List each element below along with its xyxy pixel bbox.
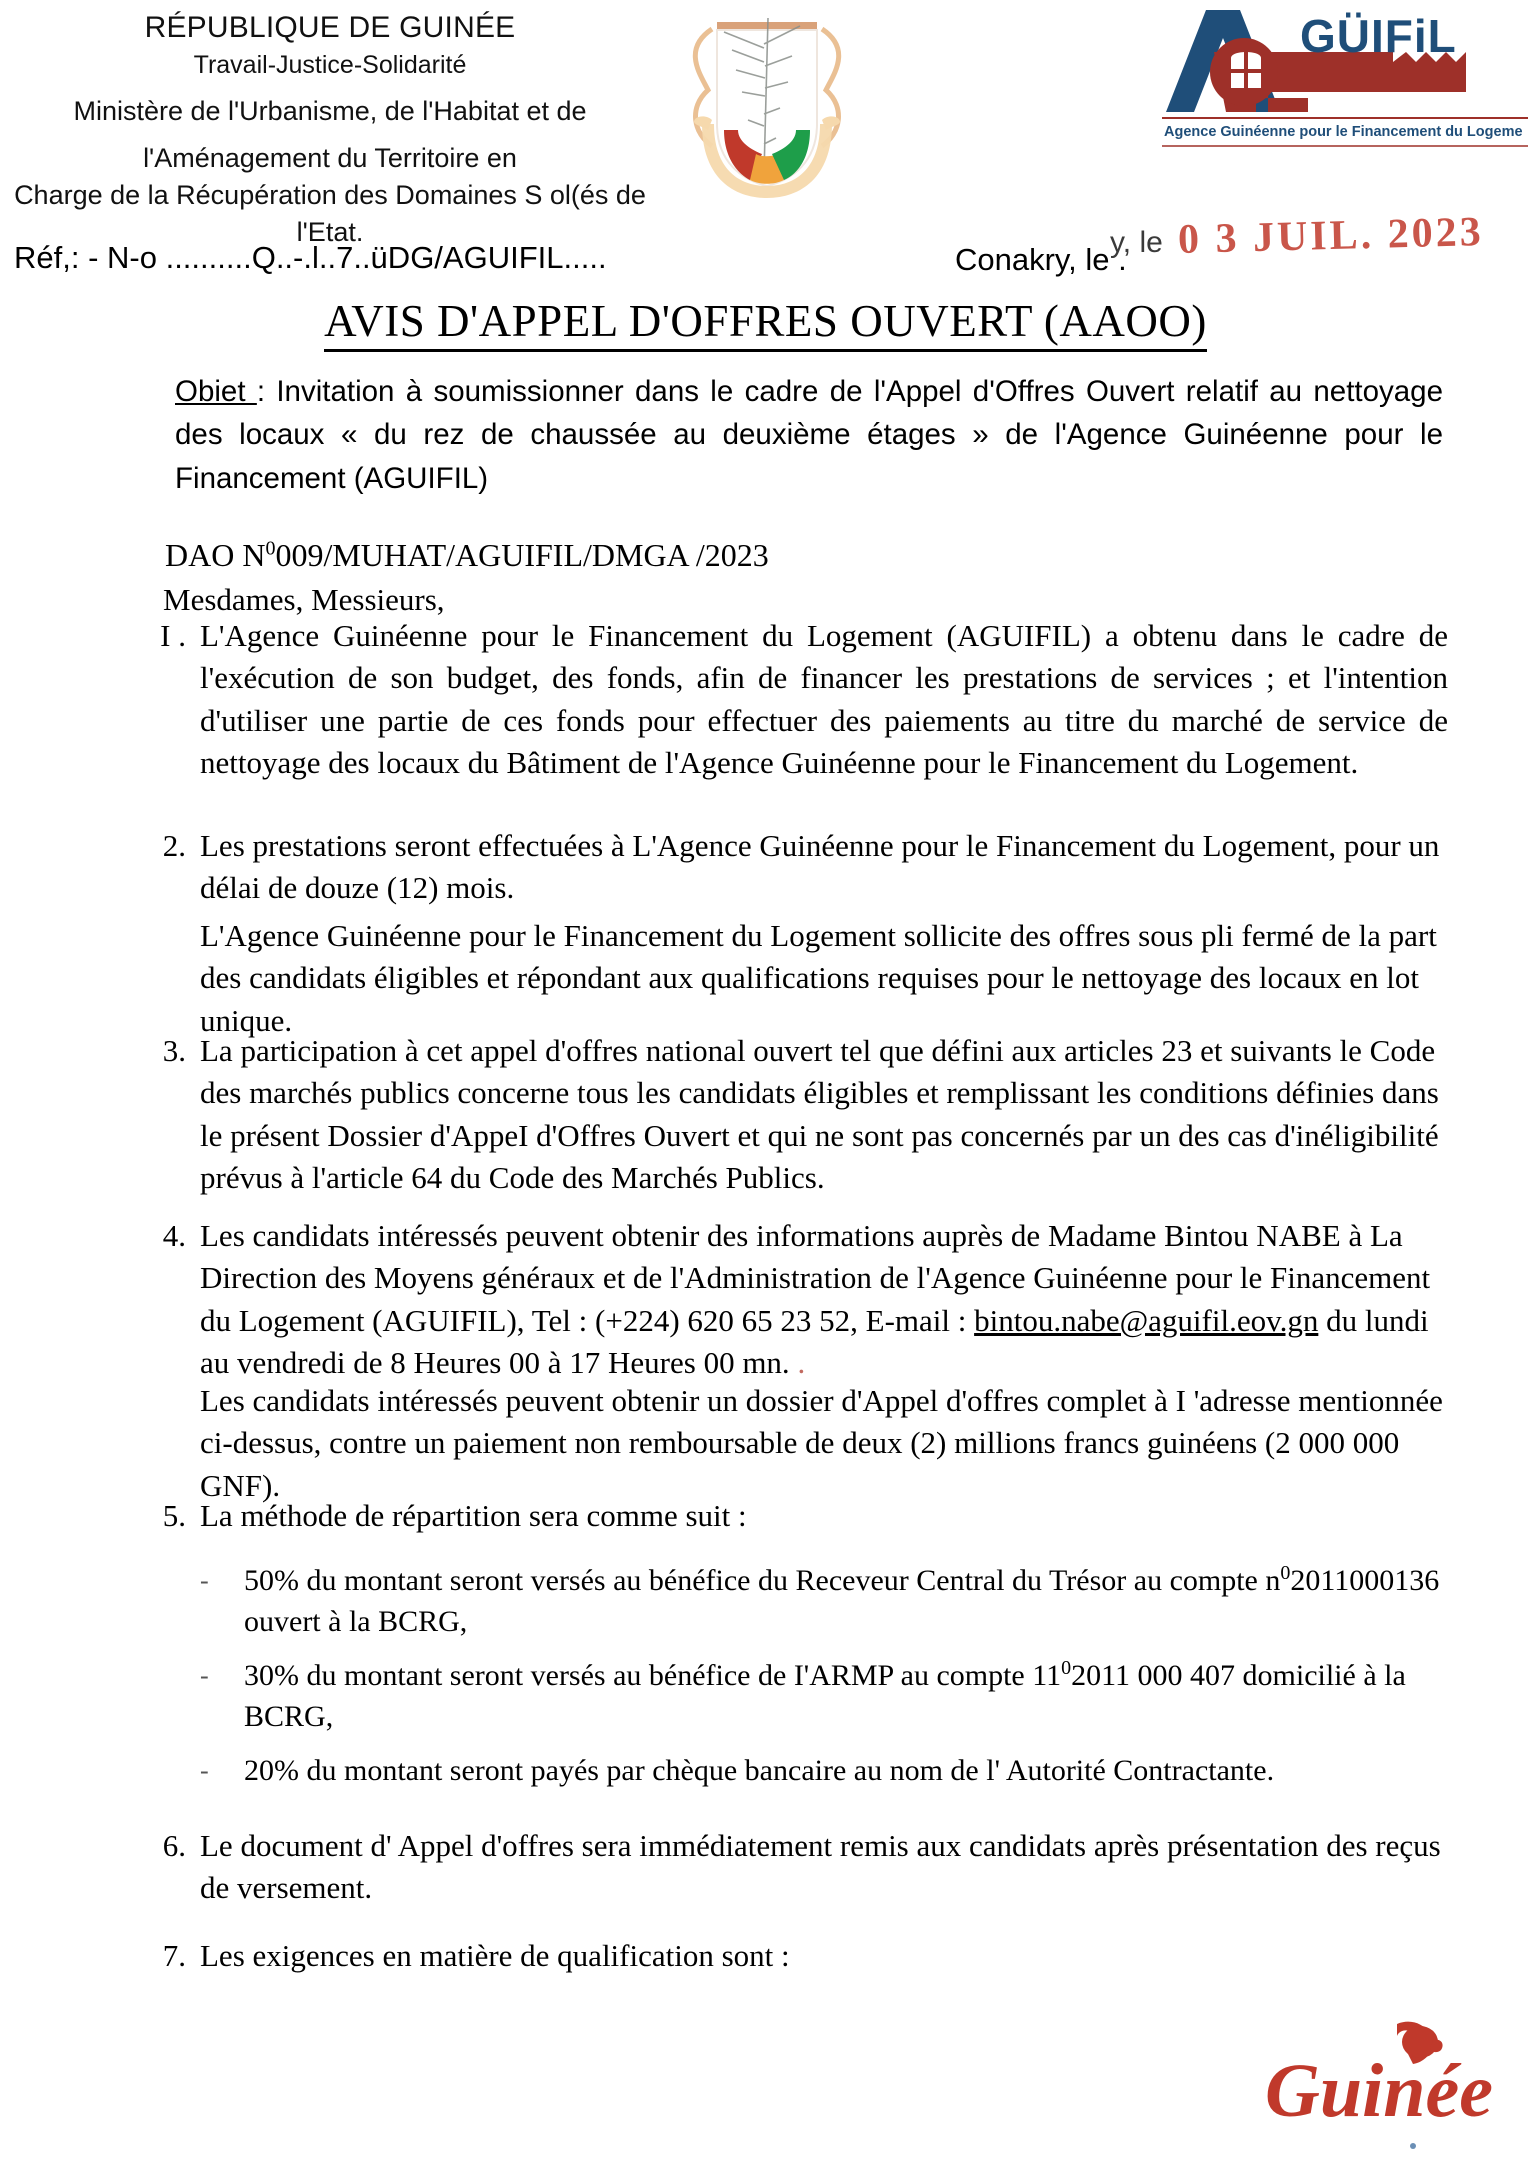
objet-text: : Invitation à soumissionner dans le cadre de l'Appel d'Offres Ouvert relatif au nettoyage des locaux « du rez de chaussée au deuxième étages » de l'Agence Guinéenne pour le Financement (AGUIFIL) [175,375,1443,495]
ministry-name-line-4: l'Etat. [296,216,364,247]
list-item-6-text: Le document d' Appel d'offres sera immédiatement remis aux candidats après présentation des reçus de versement. [200,1828,1441,1906]
distribution-bullet-30-text [244,1655,1450,1737]
objet-label: Obiet [175,375,257,408]
dao-suffix: 009/MUHAT/AGUIFIL/DMGA /2023 [275,537,769,573]
distribution-bullet-50 [200,1560,1450,1642]
list-item-3 [148,1030,1448,1200]
dao-number [165,537,769,574]
national-motto: Travail-Justice-Solidarité [193,51,467,79]
guinee-brand-logo [1245,2018,1525,2158]
bullet-dash-icon: - [200,1661,209,1690]
list-item-3-text: La participation à cet appel d'offres national ouvert tel que défini aux articles 23 et suivants le Code des marchés publics concerne tous les candidats éligibles et remplissant les conditions définies dans le présent Dossier d'AppeI d'Offres Ouvert et qui ne sont pas concernés par un des cas d'inéligibilité prévus à l'article 64 du Code des Marchés Publics. [200,1033,1439,1196]
list-item-4-text-after-email: du lundi au vendredi de 8 Heures 00 à 17 Heures 00 mn. [200,1302,1429,1381]
page-title [0,295,1531,347]
list-item-5-number: 5. [162,1498,186,1533]
paragraph-dossier: Les candidats intéressés peuvent obtenir un dossier d'Appel d'offres complet à I 'adresse mentionnée ci-dessus, contre un paiement non remboursable de deux (2) millions francs guinéens (2 000 000 GNF). [200,1383,1443,1503]
svg-text:GÜIFiL: GÜIFiL [1300,10,1457,62]
distribution-bullet-30 [200,1655,1450,1737]
bullet-50-pre: 50% du montant seront versés au bénéfice du Receveur Central du Trésor au compte n [244,1564,1281,1597]
bullet-dash-icon: - [200,1566,209,1595]
bullet-30-sup: 0 [1061,1657,1072,1679]
document-header [0,0,1531,277]
page-title-text: AVIS D'APPEL D'OFFRES OUVERT (AAOO) [324,296,1207,352]
bullet-30-post: 2011 000 407 domicilié à la BCRG, [244,1659,1406,1734]
list-item-5 [148,1495,1448,1537]
distribution-bullet-20-text: 20% du montant seront payés par chèque bancaire au nom de l' Autorité Contractante. [244,1754,1275,1787]
bullet-dash-icon: - [200,1756,209,1785]
list-item-2-number: 2. [162,828,186,863]
distribution-bullet-20 [200,1750,1450,1792]
bullet-50-sup: 0 [1280,1562,1291,1584]
ministry-header-block [0,8,660,250]
list-item-4-text: Les candidats intéressés peuvent obtenir des informations auprès de Madame Bintou NABE à La Direction des Moyens généraux et de l'Administration de l'Agence Guinéenne pour le Financement du Logement (AGUIFIL), Tel : (+224) 620 65 23 52, E-mail : bintou.nabe@aguifil.eov.gn du lundi au vendredi de 8 Heures 00 à 17 Heures 00 mn. . [200,1218,1431,1381]
objet-paragraph [175,370,1443,500]
list-item-7 [148,1935,1448,1977]
distribution-bullet-50-text [244,1560,1450,1642]
list-item-7-text: Les exigences en matière de qualification sont : [200,1938,790,1973]
list-item-1-text: L'Agence Guinéenne pour le Financement du Logement (AGUIFIL) a obtenu dans le cadre de l'exécution de son budget, des fonds, afin de financer les prestations de services ; et l'intention d'utiliser une partie de ces fonds pour effectuer des paiements au titre du marché de service de nettoyage des locaux du Bâtiment de l'Agence Guinéenne pour le Financement du Logement. [200,618,1448,781]
dao-prefix: DAO N [165,537,266,573]
list-item-5-text: La méthode de répartition sera comme suit : [200,1498,747,1533]
contact-email-link[interactable]: bintou.nabe@aguifil.eov.gn [974,1302,1319,1338]
list-item-6 [148,1825,1448,1910]
bullet-50-post: 2011000136 ouvert à la BCRG, [244,1564,1440,1639]
stamp-prefix-text: y, le [1110,226,1163,259]
reference-line: Réf,: - N-o ..........Q..-.l..7..üDG/AGUIFIL..... [14,240,607,275]
salutation: Mesdames, Messieurs, [163,582,445,617]
aguifil-logo [1148,0,1531,150]
list-item-7-number: 7. [162,1938,186,1973]
list-item-4-number: 4. [162,1218,186,1253]
list-item-6-number: 6. [162,1828,186,1863]
list-item-4-text-before-email: Les candidats intéressés peuvent obtenir des informations auprès de Madame Bintou NABE à La Direction des Moyens généraux et de l'Administration de l'Agence Guinéenne pour le Financement du Logement (AGUIFIL), Tel : (+224) 620 65 23 52, E-mail : [200,1218,1431,1338]
coat-of-arms-icon [672,4,862,200]
place-date-line: Conakry, le . [955,242,1127,277]
list-item-1 [148,615,1448,785]
ministry-name-line-1: Ministère de l'Urbanisme, de l'Habitat et de [73,95,587,126]
list-item-2-text: Les prestations seront effectuées à L'Agence Guinéenne pour le Financement du Logement, pour un délai de douze (12) mois. [200,828,1440,906]
aguifil-tagline: Agence Guinéenne pour le Financement du Logeme [1164,124,1523,140]
date-stamp: 0 3 JUIL. 2023 [1177,209,1485,263]
ministry-name-line-2: l'Aménagement du Territoire en [143,142,517,173]
list-item-2 [148,825,1448,910]
guinee-wordmark: Guinée [1265,2049,1493,2133]
ministry-name-line-3: Charge de la Récupération des Domaines S ol(és de [14,179,646,210]
dao-superscript: 0 [265,537,276,560]
republic-name: RÉPUBLIQUE DE GUINÉE [144,11,516,44]
list-item-1-number: I . [160,618,186,653]
bullet-30-pre: 30% du montant seront versés au bénéfice de I'ARMP au compte 11 [244,1659,1062,1692]
list-item-3-number: 3. [162,1033,186,1068]
list-item-4 [148,1215,1448,1385]
paragraph-sollicite: L'Agence Guinéenne pour le Financement du Logement sollicite des offres sous pli fermé de la part des candidats éligibles et répondant aux qualifications requises pour le nettoyage des locaux en lot unique. [200,918,1437,1038]
